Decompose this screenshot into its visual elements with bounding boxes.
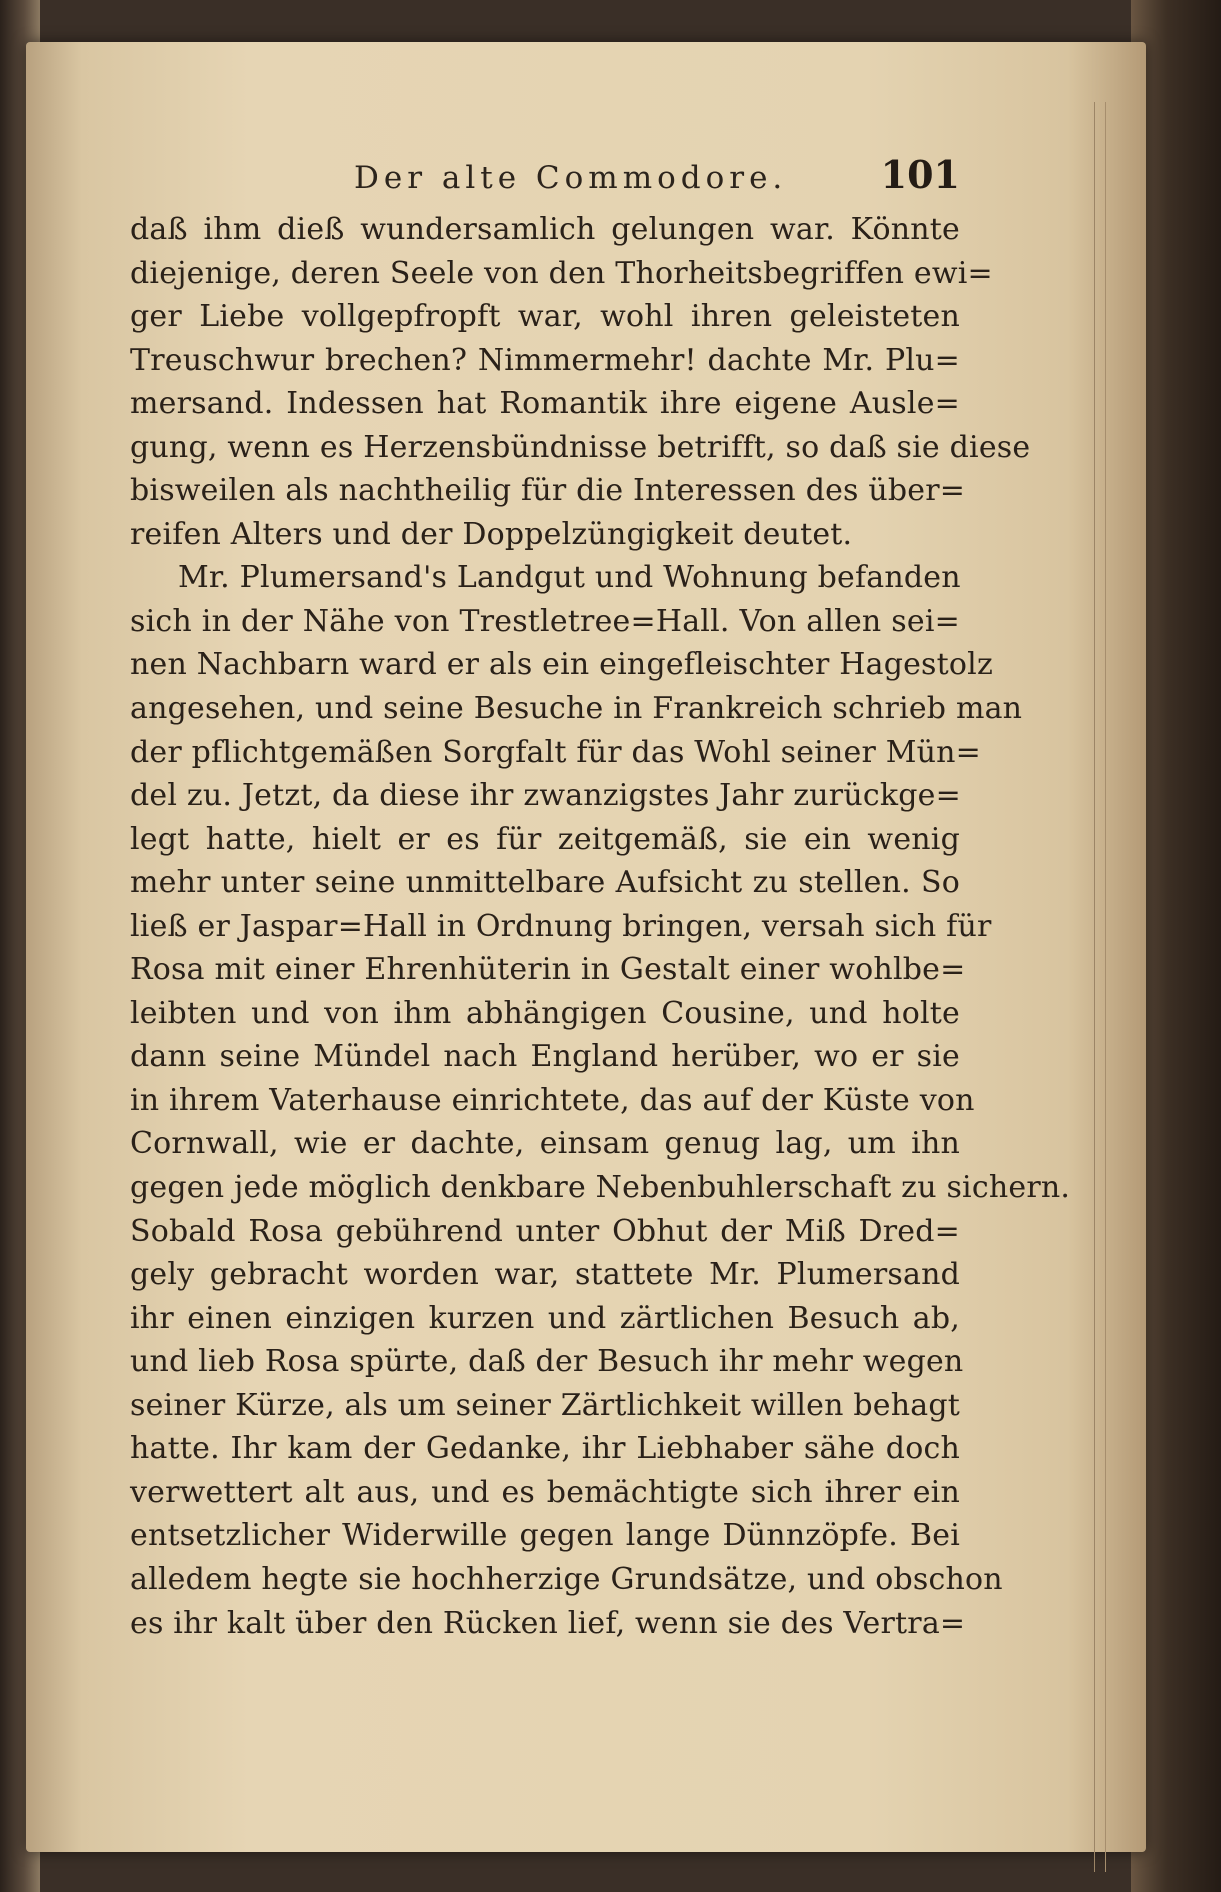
text-line: gely gebracht worden war, stattete Mr. Plumersand (130, 1257, 960, 1293)
text-line: leibten und von ihm abhängigen Cousine, und holte (130, 995, 960, 1031)
text-line: ihr einen einzigen kurzen und zärtlichen Besuch ab, (130, 1300, 960, 1336)
running-title: Der alte Commodore. (354, 160, 788, 196)
text-line: bisweilen als nachtheilig für die Interessen des über= (130, 473, 966, 509)
text-line: seiner Kürze, als um seiner Zärtlichkeit willen behagt (130, 1387, 961, 1423)
text-line: gegen jede möglich denkbare Nebenbuhlerschaft zu sichern. (130, 1170, 1071, 1206)
text-line: mersand. Indessen hat Romantik ihre eigene Ausle= (130, 386, 960, 422)
text-line: Rosa mit einer Ehrenhüterin in Gestalt einer wohlbe= (130, 952, 966, 988)
text-line: und lieb Rosa spürte, daß der Besuch ihr mehr wegen (130, 1344, 964, 1380)
text-line: in ihrem Vaterhause einrichtete, das auf der Küste von (130, 1082, 975, 1118)
text-line: Cornwall, wie er dachte, einsam genug lag, um ihn (130, 1126, 960, 1162)
text-line: angesehen, und seine Besuche in Frankreich schrieb man (130, 691, 1023, 727)
text-line: reifen Alters und der Doppelzüngigkeit deutet. (130, 516, 853, 552)
text-line: sich in der Nähe von Trestletree=Hall. Von allen sei= (130, 603, 960, 639)
text-line: daß ihm dieß wundersamlich gelungen war. Könnte (130, 212, 960, 247)
text-line: dann seine Mündel nach England herüber, wo er sie (130, 1039, 960, 1075)
text-line: gung, wenn es Herzensbündnisse betrifft, so daß sie diese (130, 429, 1031, 465)
text-line: nen Nachbarn ward er als ein eingefleischter Hagestolz (130, 647, 993, 683)
text-line: Sobald Rosa gebührend unter Obhut der Miß Dred= (130, 1213, 960, 1249)
text-line: ger Liebe vollgepfropft war, wohl ihren geleisteten (130, 299, 960, 335)
text-line: verwettert alt aus, und es bemächtigte sich ihrer ein (130, 1474, 960, 1510)
text-line: entsetzlicher Widerwille gegen lange Dünnzöpfe. Bei (130, 1518, 960, 1554)
body-text (130, 208, 1071, 1645)
text-line: diejenige, deren Seele von den Thorheitsbegriffen ewi= (130, 255, 993, 291)
page-number: 101 (880, 152, 960, 197)
text-line: Treuschwur brechen? Nimmermehr! dachte Mr. Plu= (130, 342, 960, 378)
text-line: Mr. Plumersand's Landgut und Wohnung befanden (178, 560, 961, 596)
page-edge (1094, 102, 1106, 1872)
page-header (130, 150, 960, 200)
text-line: der pflichtgemäßen Sorgfalt für das Wohl seiner Mün= (130, 734, 982, 770)
text-line: alledem hegte sie hochherzige Grundsätze, und obschon (130, 1561, 1003, 1597)
text-line: hatte. Ihr kam der Gedanke, ihr Liebhaber sähe doch (130, 1431, 960, 1467)
text-line: del zu. Jetzt, da diese ihr zwanzigstes Jahr zurückge= (130, 778, 961, 814)
text-line: es ihr kalt über den Rücken lief, wenn sie des Vertra= (130, 1605, 966, 1641)
text-line: ließ er Jaspar=Hall in Ordnung bringen, versah sich für (130, 908, 992, 944)
text-line: mehr unter seine unmittelbare Aufsicht zu stellen. So (130, 865, 960, 901)
text-line: legt hatte, hielt er es für zeitgemäß, sie ein wenig (130, 821, 960, 857)
